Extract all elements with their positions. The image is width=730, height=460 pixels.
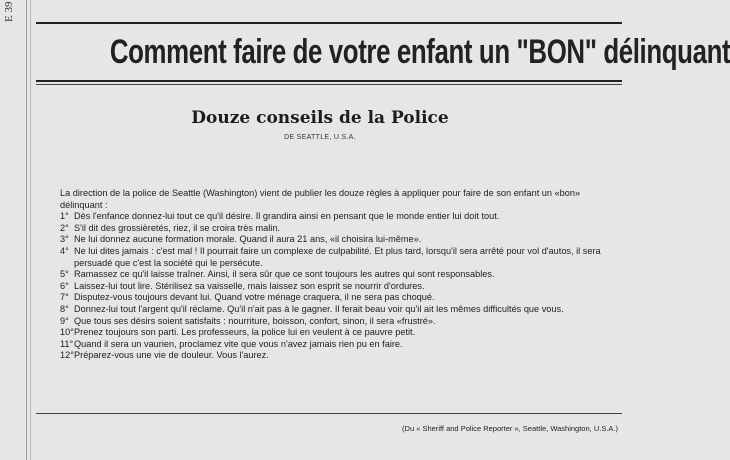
title-bottom-rule-thin <box>36 84 622 85</box>
list-item-number: 9° <box>60 315 69 326</box>
list-item-number: 2° <box>60 222 69 233</box>
list-item <box>60 327 620 339</box>
list-item <box>60 223 620 235</box>
list-item-text: Disputez-vous toujours devant lui. Quand votre ménage craquera, il ne sera pas choqué. <box>74 292 435 303</box>
list-item-text: Laissez-lui tout lire. Stérilisez sa vaisselle, mais laissez son esprit se nourrir d'ordures. <box>74 280 425 291</box>
list-item-text: Quand il sera un vaurien, proclamez vite que vous n'avez jamais rien pu en faire. <box>74 338 403 349</box>
list-item-number: 12° <box>60 350 74 361</box>
list-item <box>60 350 620 362</box>
margin-line-secondary <box>30 0 31 460</box>
list-item <box>60 211 620 223</box>
intro-paragraph: La direction de la police de Seattle (Washington) vient de publier les douze règles à appliquer pour faire de son enfant un «bon» délinquant : <box>60 188 581 210</box>
footer-rule <box>36 413 622 414</box>
list-item <box>60 304 620 316</box>
list-item-text: Préparez-vous une vie de douleur. Vous l'aurez. <box>74 350 269 361</box>
list-item <box>60 281 620 293</box>
list-item-text: Prenez toujours son parti. Les professeurs, la police lui en veulent à ce pauvre petit. <box>74 327 416 338</box>
list-item-text: S'il dit des grossièretés, riez, il se croira très malin. <box>74 222 280 233</box>
list-item <box>60 339 620 351</box>
list-item-number: 1° <box>60 211 69 222</box>
list-item <box>60 234 620 246</box>
title-bottom-rule <box>36 80 622 82</box>
list-item-number: 11° <box>60 338 74 349</box>
list-item-text: Ramassez ce qu'il laisse traîner. Ainsi, il sera sûr que ce sont toujours les autres qui sont responsables. <box>74 269 495 280</box>
source-line: DE SEATTLE, U.S.A. <box>284 134 356 141</box>
list-item <box>60 269 620 281</box>
list-item-text: Ne lui dites jamais : c'est mal ! Il pourrait faire un complexe de culpabilité. Et plus tard, lorsqu'il sera arrêté pour vol d'autos, il sera persuadé que c'est la société qui le persécute. <box>74 245 601 268</box>
footer-credit: (Du « Sheriff and Police Reporter », Seattle, Washington, U.S.A.) <box>402 424 618 433</box>
rules-list <box>60 211 620 362</box>
top-rule <box>36 22 622 24</box>
list-item-number: 7° <box>60 292 69 303</box>
list-item <box>60 292 620 304</box>
page-number: E 39 <box>3 1 15 22</box>
list-item-text: Dès l'enfance donnez-lui tout ce qu'il désire. Il grandira ainsi en pensant que le monde entier lui doit tout. <box>74 211 500 222</box>
list-item <box>60 246 620 269</box>
list-item-text: Ne lui donnez aucune formation morale. Quand il aura 21 ans, «il choisira lui-même». <box>74 234 422 245</box>
list-item <box>60 316 620 328</box>
subtitle: Douze conseils de la Police <box>191 108 449 128</box>
list-item-number: 10° <box>60 327 74 338</box>
list-item-number: 4° <box>60 245 69 256</box>
list-item-text: Donnez-lui tout l'argent qu'il réclame. Qu'il n'ait pas à le gagner. Il ferait beau voir qu'il ait les mêmes difficultés que vous. <box>74 303 564 314</box>
list-item-text: Que tous ses désirs soient satisfaits : nourriture, boisson, confort, sinon, il sera «frustré». <box>74 315 436 326</box>
list-item-number: 5° <box>60 269 69 280</box>
list-item-number: 3° <box>60 234 69 245</box>
article-body <box>60 188 620 362</box>
margin-line <box>26 0 27 460</box>
list-item-number: 8° <box>60 303 69 314</box>
headline: Comment faire de votre enfant un "BON" délinquant <box>109 33 730 71</box>
list-item-number: 6° <box>60 280 69 291</box>
